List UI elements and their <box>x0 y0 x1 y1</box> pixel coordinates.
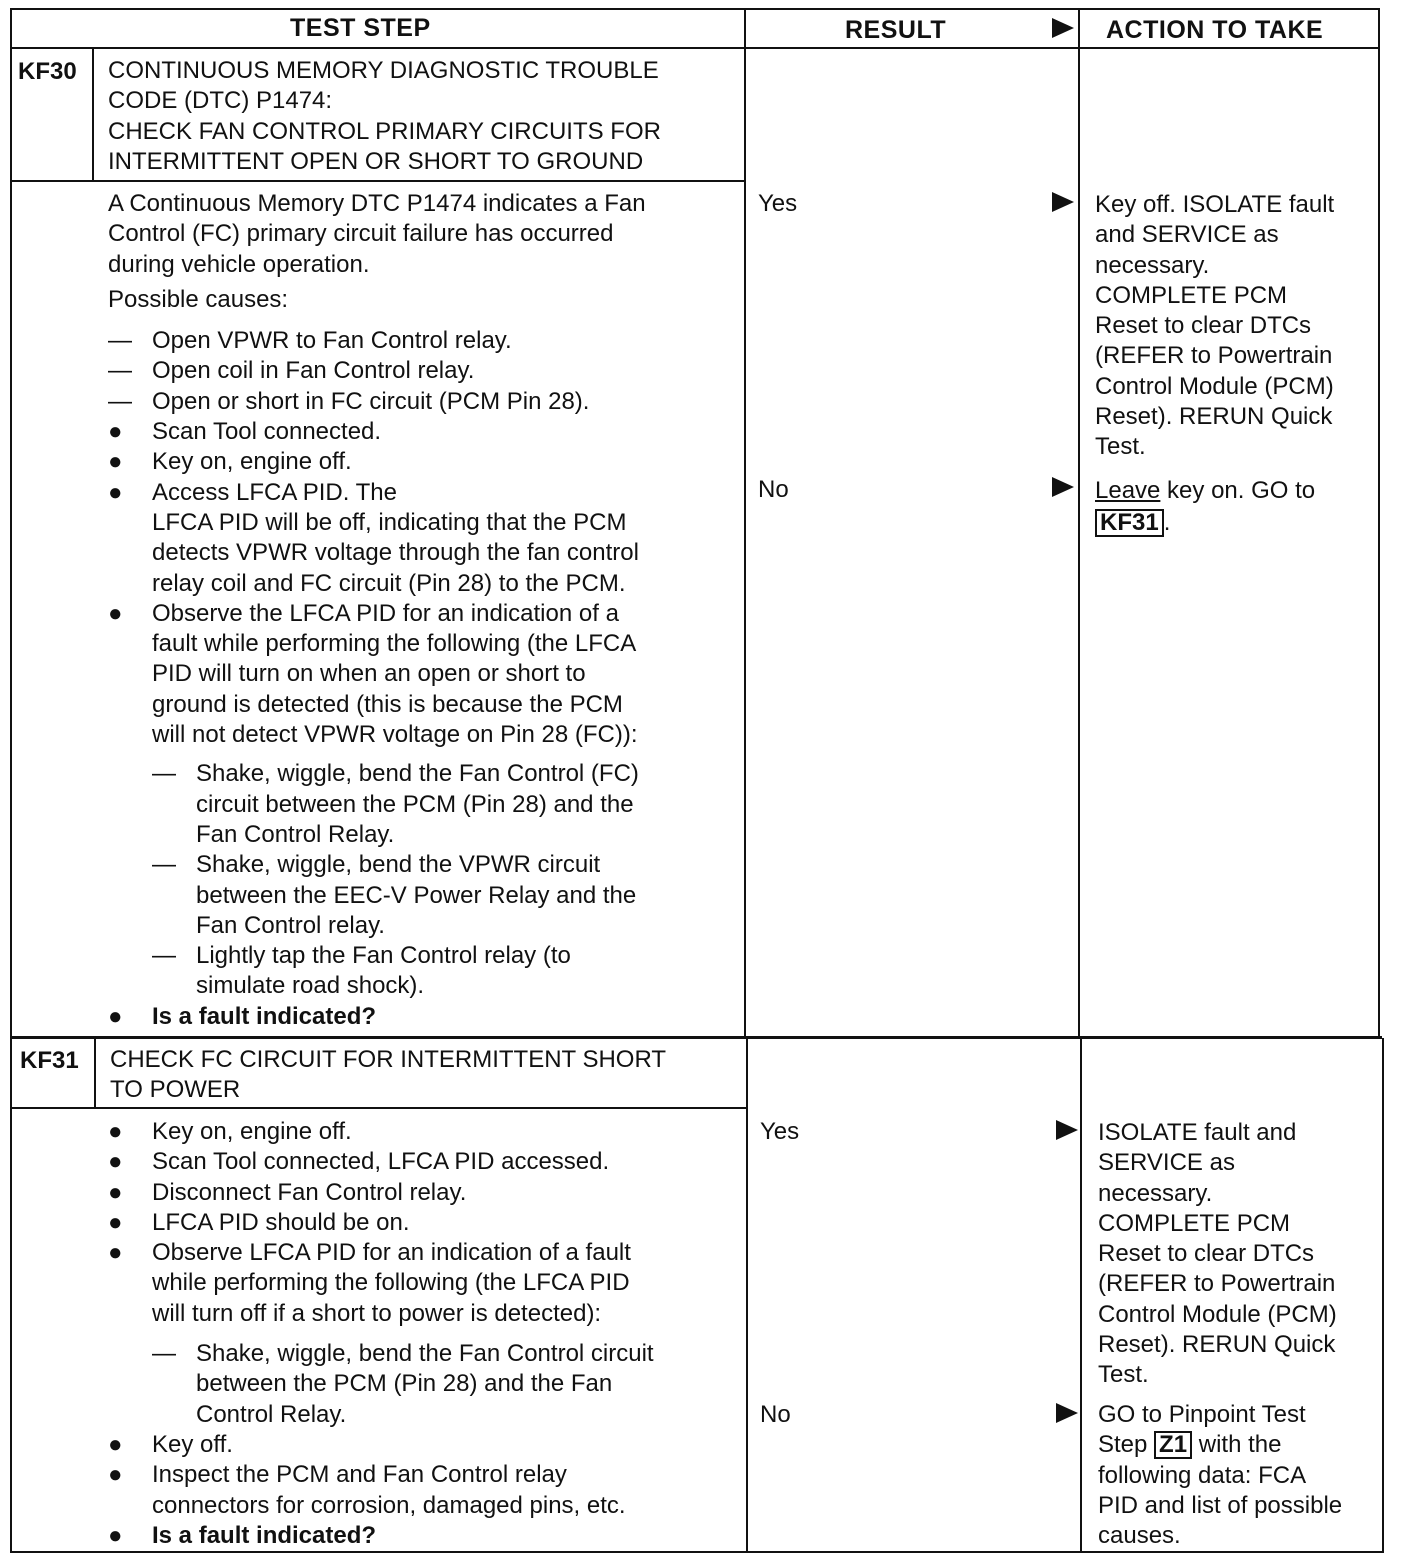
action-line: Reset). RERUN Quick <box>1098 1331 1336 1359</box>
bullet-icon: ● <box>108 1239 123 1267</box>
action-text: . <box>1163 509 1171 537</box>
action-line: Test. <box>1098 1361 1149 1389</box>
question: Is a fault indicated? <box>152 1521 377 1549</box>
action-line: Control Module (PCM) <box>1095 372 1334 400</box>
sub-cont: Fan Control relay. <box>196 911 385 939</box>
arrow-right-icon <box>1056 1403 1078 1423</box>
action-line: (REFER to Powertrain <box>1098 1270 1336 1298</box>
result-no: No <box>760 1401 791 1428</box>
bullet-icon: ● <box>108 1430 123 1458</box>
action-yes-kf30 <box>1095 190 1334 463</box>
bullet-item: Observe the LFCA PID for an indication of a <box>152 599 619 627</box>
header-action: ACTION TO TAKE <box>1106 16 1324 44</box>
rule <box>10 1036 1382 1039</box>
sub-cont: between the EEC-V Power Relay and the <box>196 881 637 909</box>
causes-label: Possible causes: <box>108 285 289 313</box>
bullet-icon: ● <box>108 418 123 446</box>
intro-line: A Continuous Memory DTC P1474 indicates a Fan <box>108 190 646 217</box>
bullet-cont: will turn off if a short to power is detected): <box>152 1299 602 1327</box>
action-line: Control Module (PCM) <box>1098 1300 1337 1328</box>
sub-list <box>152 759 738 1001</box>
bullet-icon: ● <box>108 478 123 506</box>
bullet-cont: detects VPWR voltage through the fan control <box>152 539 639 567</box>
sub-cont: circuit between the PCM (Pin 28) and the <box>196 790 634 818</box>
arrow-right-icon <box>1056 1120 1078 1140</box>
title-line: INTERMITTENT OPEN OR SHORT TO GROUND <box>108 147 644 175</box>
title-line: CHECK FAN CONTROL PRIMARY CIRCUITS FOR <box>108 117 661 145</box>
dash-icon: — <box>152 760 176 788</box>
bullet-icon: ● <box>108 1002 123 1030</box>
sub-item: Shake, wiggle, bend the Fan Control circuit <box>196 1340 654 1368</box>
action-line: Reset to clear DTCs <box>1098 1240 1315 1268</box>
rule <box>10 1107 748 1109</box>
action-no-kf31 <box>1098 1400 1342 1551</box>
bullet-item: Observe LFCA PID for an indication of a fault <box>152 1239 631 1267</box>
bullet-item: Inspect the PCM and Fan Control relay <box>152 1461 567 1489</box>
sub-list <box>152 1339 743 1430</box>
rule <box>92 47 94 182</box>
action-line: Reset to clear DTCs <box>1095 312 1312 340</box>
action-line: COMPLETE PCM <box>1095 281 1288 309</box>
sub-cont: simulate road shock). <box>196 972 425 1000</box>
bullet-icon: ● <box>108 1148 123 1176</box>
sub-item: Shake, wiggle, bend the Fan Control (FC) <box>196 760 639 788</box>
rule <box>1078 8 1080 1038</box>
sub-item: Lightly tap the Fan Control relay (to <box>196 942 571 970</box>
bullet-list <box>108 417 738 750</box>
rule <box>744 8 746 1038</box>
arrow-right-icon <box>1052 477 1074 497</box>
step-body-kf31 <box>108 1117 743 1551</box>
intro-line: Control (FC) primary circuit failure has occurred <box>108 220 614 248</box>
dash-icon: — <box>108 357 132 385</box>
rule <box>746 1038 748 1553</box>
result-yes: Yes <box>758 190 798 217</box>
step-id-kf30: KF30 <box>18 58 77 85</box>
rule <box>10 8 12 1553</box>
action-line: ISOLATE fault and <box>1098 1119 1297 1146</box>
causes-list <box>108 326 738 417</box>
rule <box>10 180 745 182</box>
rule <box>1080 1038 1082 1553</box>
action-line: and SERVICE as <box>1095 221 1279 249</box>
header-test-step: TEST STEP <box>290 14 431 42</box>
action-no-kf30 <box>1095 476 1315 539</box>
dash-icon: — <box>152 1340 176 1368</box>
step-title-kf31 <box>110 1045 666 1106</box>
step-title-kf30 <box>108 56 661 177</box>
action-line: COMPLETE PCM <box>1098 1209 1291 1237</box>
bullet-cont: PID will turn on when an open or short to <box>152 660 586 688</box>
action-line: Key off. ISOLATE fault <box>1095 191 1335 218</box>
cause-item: Open coil in Fan Control relay. <box>152 357 475 385</box>
sub-cont: Control Relay. <box>196 1400 347 1428</box>
dash-icon: — <box>152 942 176 970</box>
bullet-cont: while performing the following (the LFCA PID <box>152 1269 630 1297</box>
question: Is a fault indicated? <box>152 1002 377 1030</box>
rule <box>94 1038 96 1109</box>
action-line: SERVICE as <box>1098 1149 1235 1177</box>
action-line: Test. <box>1095 433 1146 461</box>
action-line: (REFER to Powertrain <box>1095 342 1333 370</box>
bullet-item: Scan Tool connected, LFCA PID accessed. <box>152 1148 610 1176</box>
result-no: No <box>758 476 789 503</box>
bullet-item: Disconnect Fan Control relay. <box>152 1178 467 1206</box>
cause-item: Open VPWR to Fan Control relay. <box>152 327 512 355</box>
rule <box>10 8 1380 10</box>
bullet-cont: will not detect VPWR voltage on Pin 28 (FC)): <box>152 721 638 749</box>
dash-icon: — <box>152 851 176 879</box>
step-link-z1[interactable]: Z1 <box>1154 1431 1192 1459</box>
step-body-kf30 <box>108 189 738 1032</box>
action-yes-kf31 <box>1098 1118 1337 1391</box>
dash-icon: — <box>108 387 132 415</box>
title-line: CHECK FC CIRCUIT FOR INTERMITTENT SHORT <box>110 1046 667 1073</box>
action-text: key on. GO to <box>1160 477 1316 504</box>
bullet-icon: ● <box>108 1118 123 1145</box>
cause-item: Open or short in FC circuit (PCM Pin 28). <box>152 387 590 415</box>
rule <box>1378 8 1380 1038</box>
header-result: RESULT <box>845 16 947 44</box>
title-line: CODE (DTC) P1474: <box>108 87 333 115</box>
step-id-kf31: KF31 <box>20 1047 79 1074</box>
bullet-icon: ● <box>108 1461 123 1489</box>
bullet-item: Key off. <box>152 1430 233 1458</box>
bullet-item: Key on, engine off. <box>152 1118 352 1145</box>
bullet-icon: ● <box>108 1178 123 1206</box>
rule <box>1382 1038 1384 1553</box>
action-text: Step <box>1098 1431 1155 1459</box>
bullet-cont: LFCA PID will be off, indicating that the PCM <box>152 508 627 536</box>
action-line: Reset). RERUN Quick <box>1095 403 1333 431</box>
action-line: GO to Pinpoint Test <box>1098 1401 1306 1428</box>
step-link-kf31[interactable]: KF31 <box>1095 509 1164 537</box>
bullet-icon: ● <box>108 1521 123 1549</box>
arrow-right-icon <box>1052 192 1074 212</box>
bullet-icon: ● <box>108 1208 123 1236</box>
bullet-cont: relay coil and FC circuit (Pin 28) to the PCM. <box>152 569 626 597</box>
dash-icon: — <box>108 327 132 355</box>
bullet-cont: ground is detected (this is because the PCM <box>152 690 623 718</box>
sub-cont: Fan Control Relay. <box>196 820 395 848</box>
action-line: necessary. <box>1095 251 1210 279</box>
sub-item: Shake, wiggle, bend the VPWR circuit <box>196 851 601 879</box>
action-line: necessary. <box>1098 1179 1213 1207</box>
bullet-item: Scan Tool connected. <box>152 418 382 446</box>
arrow-right-icon <box>1052 18 1074 38</box>
action-line: causes. <box>1098 1522 1181 1550</box>
bullet-cont: connectors for corrosion, damaged pins, etc. <box>152 1491 626 1519</box>
rule <box>10 47 1380 49</box>
result-yes: Yes <box>760 1118 800 1145</box>
action-line: following data: FCA <box>1098 1461 1307 1489</box>
bullet-icon: ● <box>108 599 123 627</box>
title-line: TO POWER <box>110 1076 241 1104</box>
bullet-item: Access LFCA PID. The <box>152 478 397 506</box>
sub-cont: between the PCM (Pin 28) and the Fan <box>196 1370 613 1398</box>
action-text: Leave <box>1095 477 1161 504</box>
action-text: with the <box>1192 1431 1282 1459</box>
intro-line: during vehicle operation. <box>108 250 370 278</box>
title-line: CONTINUOUS MEMORY DIAGNOSTIC TROUBLE <box>108 57 659 84</box>
action-line: PID and list of possible <box>1098 1491 1343 1519</box>
bullet-item: LFCA PID should be on. <box>152 1208 410 1236</box>
bullet-icon: ● <box>108 448 123 476</box>
bullet-cont: fault while performing the following (the LFCA <box>152 630 637 658</box>
bullet-item: Key on, engine off. <box>152 448 352 476</box>
